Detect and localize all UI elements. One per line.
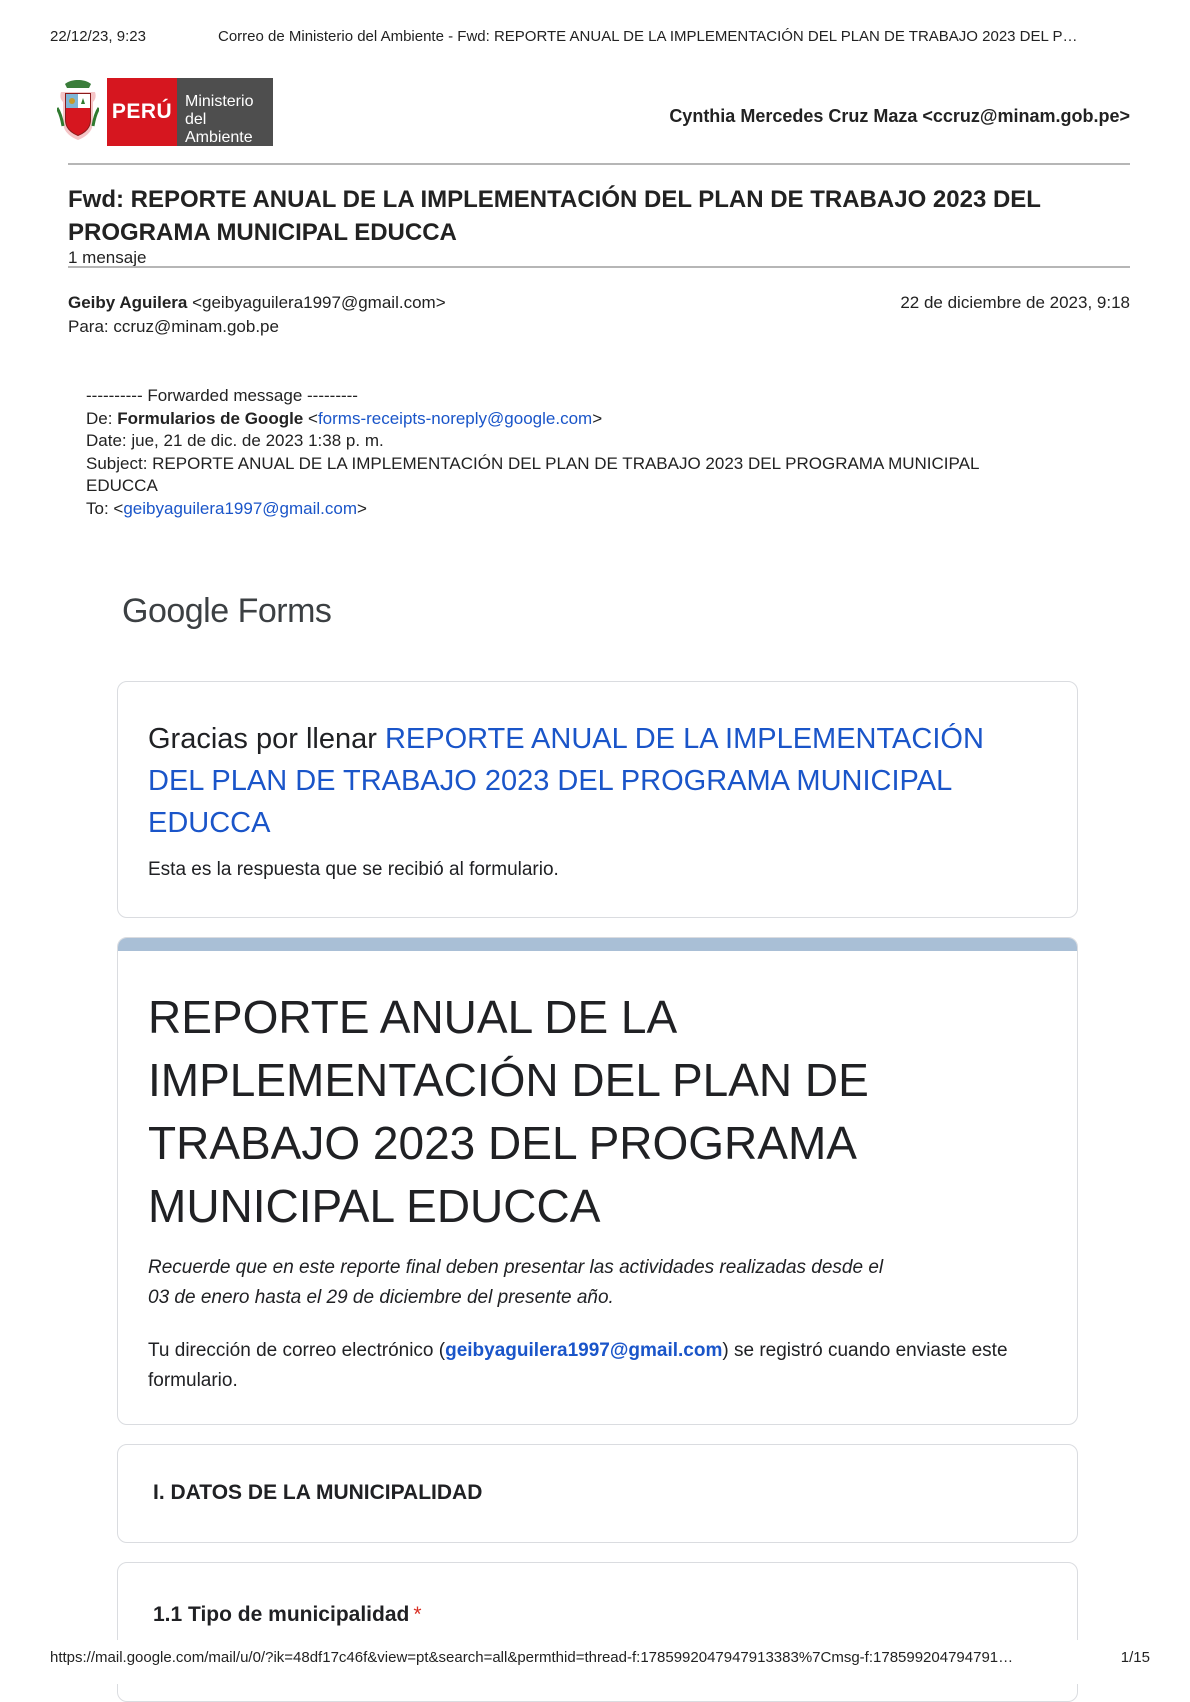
confirmation-card bbox=[117, 681, 1078, 918]
print-url: https://mail.google.com/mail/u/0/?ik=48df17c46f&view=pt&search=all&permthid=thread-f:1785992047947913383%7Cmsg-f:178599204794791… bbox=[50, 1649, 1014, 1666]
divider bbox=[68, 266, 1130, 268]
to-email-link[interactable]: geibyaguilera1997@gmail.com bbox=[123, 498, 358, 518]
form-description: Recuerde que en este reporte final deben presentar las actividades realizadas desde el 03 de enero hasta el 29 de diciembre del presente año. bbox=[148, 1257, 884, 1308]
ministry-line-1: Ministerio bbox=[185, 93, 254, 110]
message-date: 22 de diciembre de 2023, 9:18 bbox=[900, 293, 1130, 312]
section-title: I. DATOS DE LA MUNICIPALIDAD bbox=[153, 1481, 483, 1504]
print-header bbox=[50, 28, 1150, 45]
from-email-link[interactable]: forms-receipts-noreply@google.com bbox=[317, 408, 593, 428]
forwarded-from bbox=[86, 408, 1046, 431]
email-note-prefix: Tu dirección de correo electrónico ( bbox=[148, 1340, 446, 1361]
peru-coat-of-arms-icon bbox=[57, 78, 99, 146]
form-title: REPORTE ANUAL DE LA IMPLEMENTACIÓN DEL PLAN DE TRABAJO 2023 DEL PROGRAMA MUNICIPAL EDUCCA bbox=[148, 991, 869, 1232]
bracket: > bbox=[357, 498, 367, 518]
minam-logo bbox=[57, 78, 273, 146]
respondent-email-link[interactable]: geibyaguilera1997@gmail.com bbox=[445, 1340, 723, 1361]
google-forms-logo bbox=[122, 592, 331, 631]
account-name: Cynthia Mercedes Cruz Maza <ccruz@minam.gob.pe> bbox=[669, 106, 1130, 126]
divider bbox=[68, 163, 1130, 165]
question-label bbox=[153, 1603, 422, 1627]
required-mark: * bbox=[413, 1603, 422, 1626]
bracket: > bbox=[592, 408, 603, 428]
form-accent-bar bbox=[118, 938, 1077, 951]
email-note-suffix: ) se registró cuando enviaste este formulario. bbox=[148, 1340, 1008, 1391]
google-wordmark: Google bbox=[122, 592, 229, 630]
print-title: Correo de Ministerio del Ambiente - Fwd: REPORTE ANUAL DE LA IMPLEMENTACIÓN DEL PLAN DE TRABAJO 2023 DEL P… bbox=[218, 28, 1078, 45]
forwarded-header: ---------- Forwarded message --------- bbox=[86, 386, 358, 405]
message-count: 1 mensaje bbox=[68, 248, 147, 267]
sender-name: Geiby Aguilera bbox=[68, 293, 188, 312]
section-card bbox=[117, 1444, 1078, 1543]
forwarded-subject: Subject: REPORTE ANUAL DE LA IMPLEMENTACIÓN DEL PLAN DE TRABAJO 2023 DEL PROGRAMA MUNICIPAL EDUCCA bbox=[86, 453, 979, 495]
forwarded-message bbox=[86, 385, 1046, 520]
from-label: De: bbox=[86, 408, 118, 428]
thanks-prefix: Gracias por llenar bbox=[148, 723, 385, 755]
bracket: < bbox=[303, 408, 318, 428]
to-label: To: < bbox=[86, 498, 124, 518]
thread-subject: Fwd: REPORTE ANUAL DE LA IMPLEMENTACIÓN DEL PLAN DE TRABAJO 2023 DEL PROGRAMA MUNICIPAL EDUCCA bbox=[68, 186, 1041, 246]
response-note: Esta es la respuesta que se recibió al formulario. bbox=[148, 859, 559, 880]
sender bbox=[68, 293, 446, 313]
question-text: 1.1 Tipo de municipalidad bbox=[153, 1603, 410, 1626]
from-name: Formularios de Google bbox=[117, 408, 304, 428]
forwarded-to bbox=[86, 498, 1046, 521]
thanks-text bbox=[148, 718, 1028, 844]
form-title-link[interactable]: REPORTE ANUAL DE LA IMPLEMENTACIÓN DEL PLAN DE TRABAJO 2023 DEL PROGRAMA MUNICIPAL EDUCCA bbox=[148, 723, 984, 839]
print-datetime: 22/12/23, 9:23 bbox=[50, 28, 146, 45]
peru-label: PERÚ bbox=[107, 78, 177, 146]
sender-email: <geibyaguilera1997@gmail.com> bbox=[192, 293, 446, 312]
ministry-line-2: del Ambiente bbox=[185, 111, 253, 146]
recipient: Para: ccruz@minam.gob.pe bbox=[68, 317, 279, 336]
ministry-label bbox=[177, 78, 273, 146]
forms-wordmark: Forms bbox=[228, 592, 332, 630]
email-record-note bbox=[148, 1336, 1008, 1396]
print-footer bbox=[50, 1649, 1150, 1666]
form-header-card bbox=[117, 937, 1078, 1425]
page-number: 1/15 bbox=[1120, 1649, 1150, 1666]
forwarded-date: Date: jue, 21 de dic. de 2023 1:38 p. m. bbox=[86, 431, 384, 450]
